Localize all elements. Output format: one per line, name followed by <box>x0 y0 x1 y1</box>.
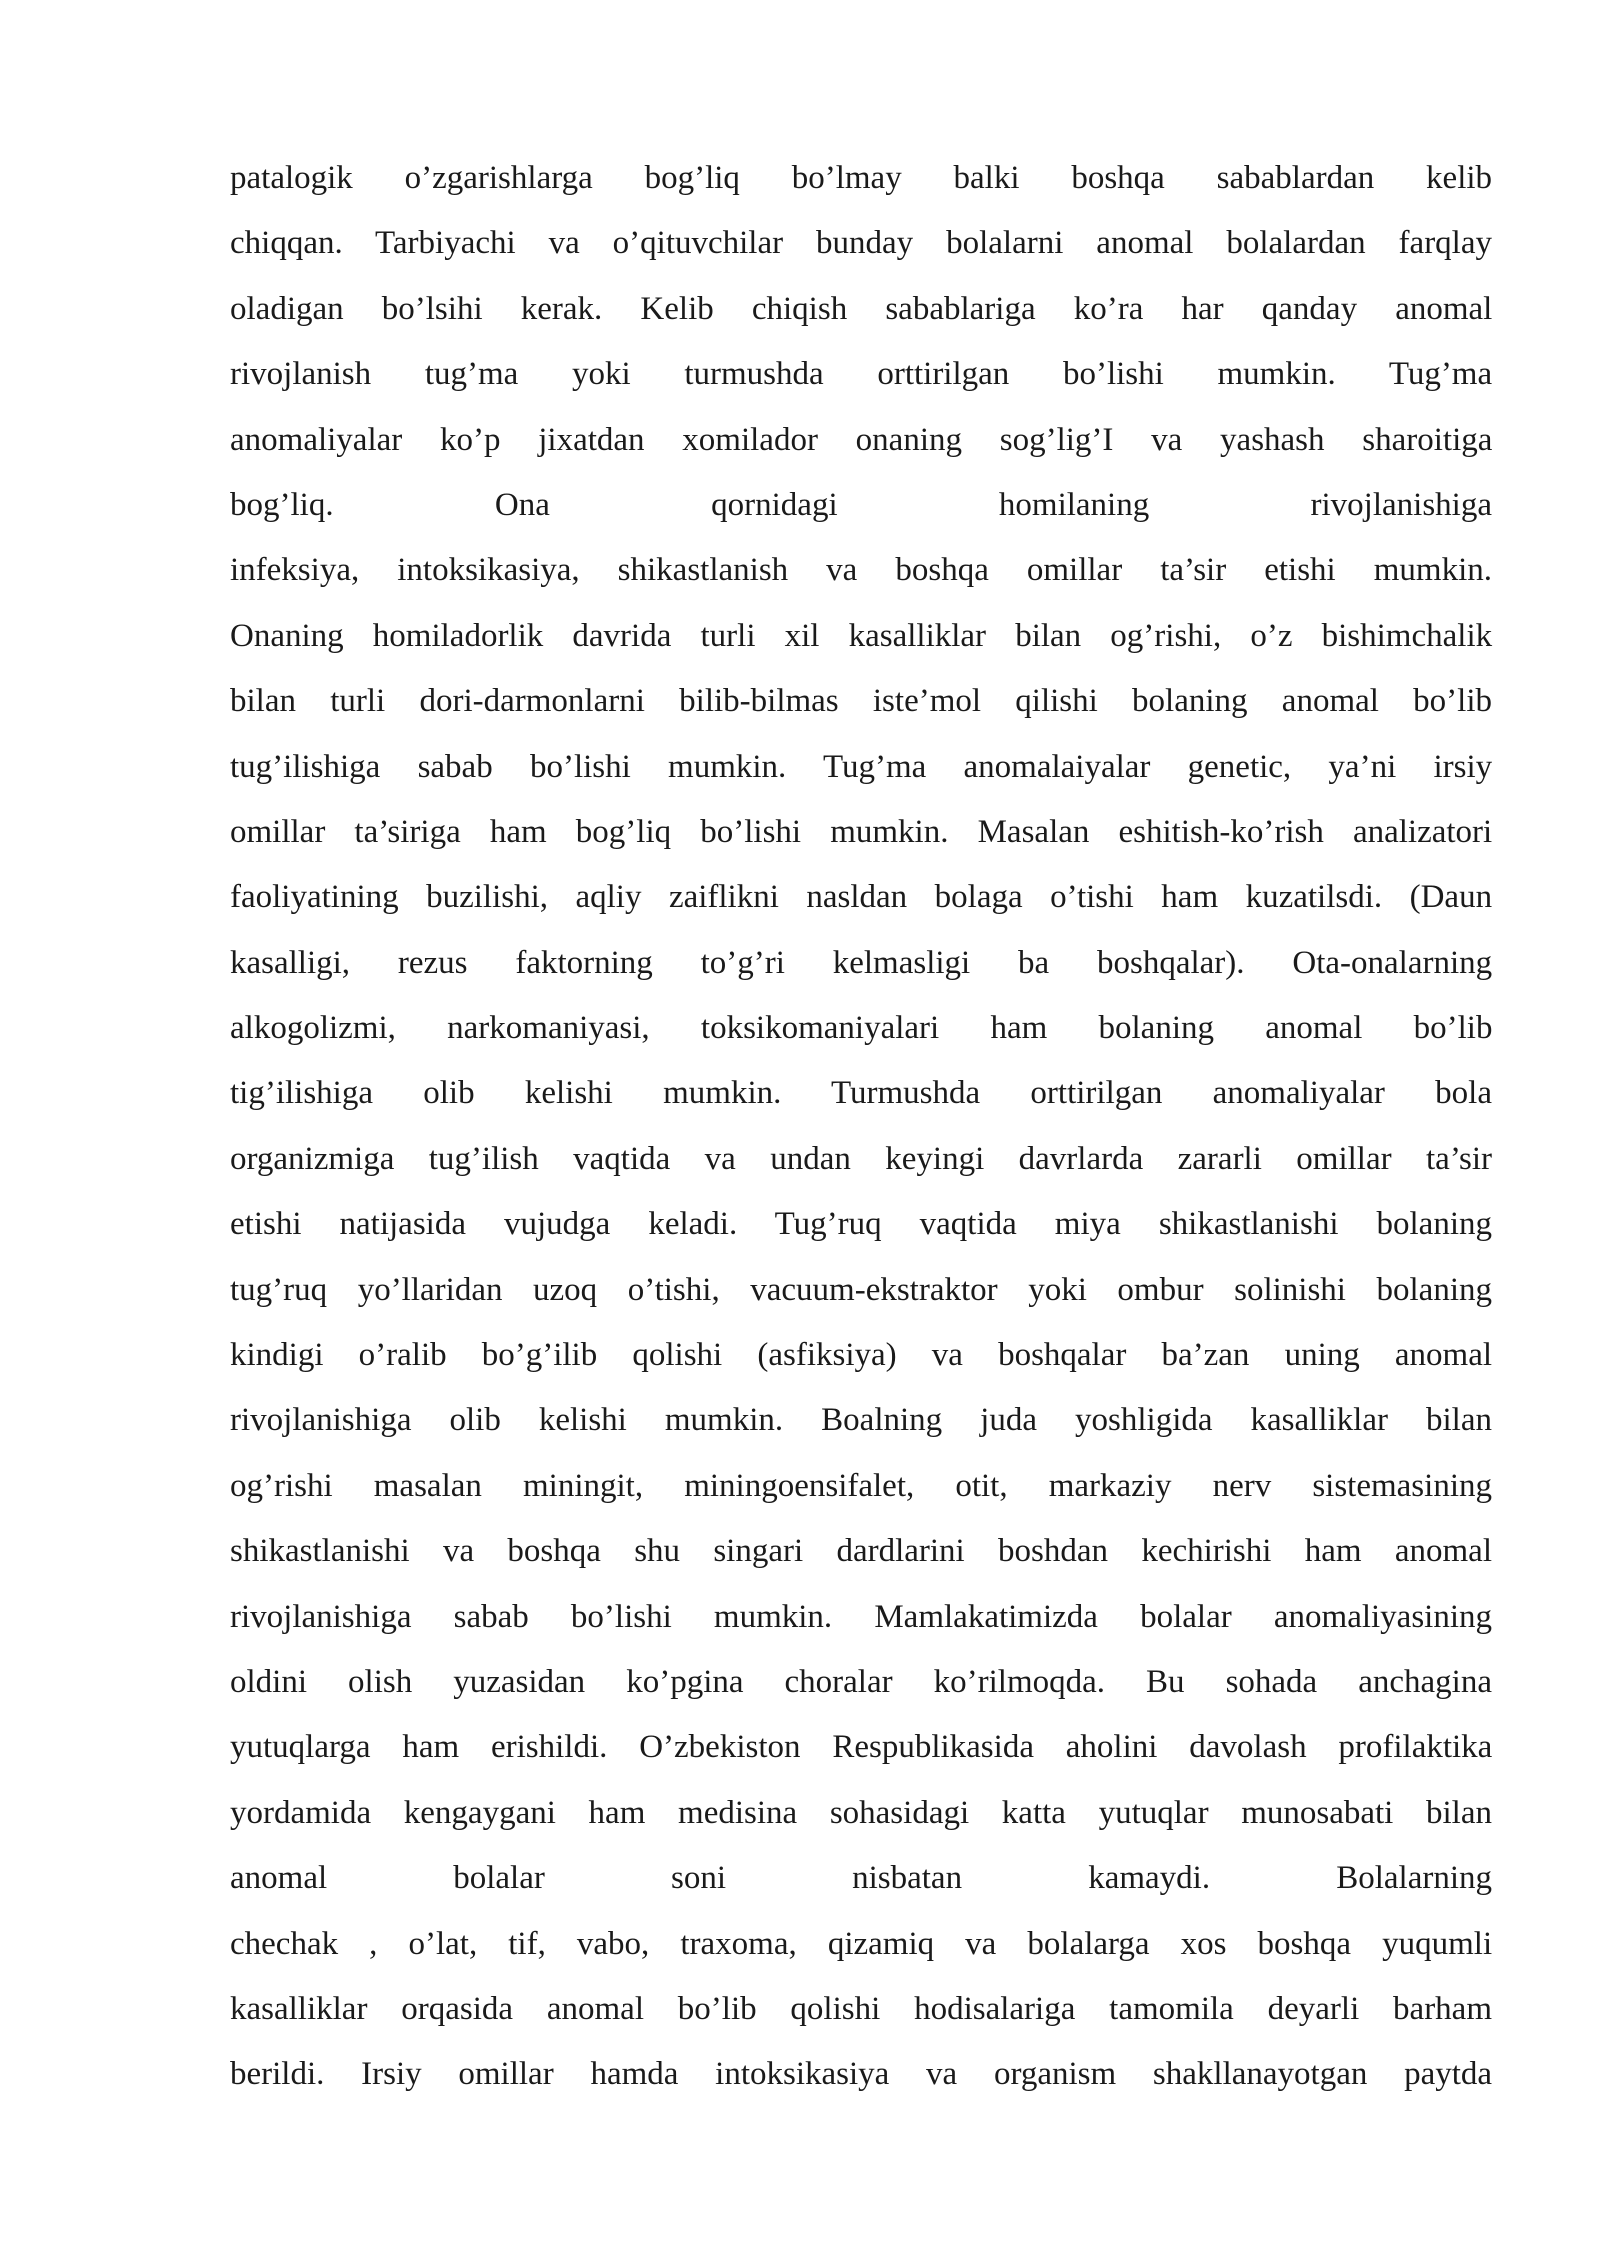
text-line: tug’ilishiga sabab bo’lishi mumkin. Tug’ma anomalaiyalar genetic, ya’ni irsiy <box>230 748 1493 785</box>
text-line: infeksiya, intoksikasiya, shikastlanish va boshqa omillar ta’sir etishi mumkin. <box>230 552 1492 589</box>
text-line: patalogik o’zgarishlarga bog’liq bo’lmay balki boshqa sabablardan kelib <box>230 160 1493 196</box>
text-line: rivojlanishiga olib kelishi mumkin. Boalning juda yoshligida kasalliklar bilan <box>230 1402 1492 1439</box>
body-text <box>230 146 1492 2108</box>
text-line: rivojlanish tug’ma yoki turmushda orttirilgan bo’lishi mumkin. Tug’ma <box>230 356 1493 393</box>
text-line: bilan turli dori-darmonlarni bilib-bilmas iste’mol qilishi bolaning anomal bo’lib <box>230 683 1493 720</box>
text-line: alkogolizmi, narkomaniyasi, toksikomaniyalari ham bolaning anomal bo’lib <box>230 1010 1493 1047</box>
text-line: chechak , o’lat, tif, vabo, traxoma, qizamiq va bolalarga xos boshqa yuqumli <box>230 1925 1493 1962</box>
text-line: faoliyatining buzilishi, aqliy zaiflikni nasldan bolaga o’tishi ham kuzatilsdi. (Daun <box>230 879 1493 916</box>
text-line: chiqqan. Tarbiyachi va o’qituvchilar bunday bolalarni anomal bolalardan farqlay <box>230 225 1492 262</box>
text-line: Onaning homiladorlik davrida turli xil kasalliklar bilan og’rishi, o’z bishimchalik <box>230 617 1493 654</box>
text-line: yordamida kengaygani ham medisina sohasidagi katta yutuqlar munosabati bilan <box>230 1794 1492 1831</box>
text-line: omillar ta’siriga ham bog’liq bo’lishi mumkin. Masalan eshitish-ko’rish analizatori <box>230 813 1493 850</box>
text-line: kasalligi, rezus faktorning to’g’ri kelmasligi ba boshqalar). Ota-onalarning <box>230 944 1493 981</box>
text-line: oladigan bo’lsihi kerak. Kelib chiqish sabablariga ko’ra har qanday anomal <box>230 290 1493 327</box>
text-line: tug’ruq yo’llaridan uzoq o’tishi, vacuum-ekstraktor yoki ombur solinishi bolaning <box>230 1271 1492 1308</box>
text-line: organizmiga tug’ilish vaqtida va undan keyingi davrlarda zararli omillar ta’sir <box>230 1140 1492 1177</box>
text-line: og’rishi masalan miningit, miningoensifalet, otit, markaziy nerv sistemasining <box>230 1467 1492 1504</box>
text-line: berildi. Irsiy omillar hamda intoksikasiya va organism shakllanayotgan paytda <box>230 2056 1493 2093</box>
text-line: kasalliklar orqasida anomal bo’lib qolishi hodisalariga tamomila deyarli barham <box>230 1990 1492 2027</box>
text-line: yutuqlarga ham erishildi. O’zbekiston Respublikasida aholini davolash profilaktika <box>230 1729 1493 1766</box>
text-line: anomaliyalar ko’p jixatdan xomilador onaning sog’lig’I va yashash sharoitiga <box>230 421 1493 458</box>
text-line: tig’ilishiga olib kelishi mumkin. Turmushda orttirilgan anomaliyalar bola <box>230 1075 1492 1112</box>
text-line: bog’liq. Ona qornidagi homilaning rivojlanishiga <box>230 486 1492 523</box>
text-line: oldini olish yuzasidan ko’pgina choralar ko’rilmoqda. Bu sohada anchagina <box>230 1663 1492 1700</box>
text-line: shikastlanishi va boshqa shu singari dardlarini boshdan kechirishi ham anomal <box>230 1533 1492 1570</box>
text-line: anomal bolalar soni nisbatan kamaydi. Bolalarning <box>230 1860 1492 1897</box>
text-line: etishi natijasida vujudga keladi. Tug’ruq vaqtida miya shikastlanishi bolaning <box>230 1206 1492 1243</box>
text-line: kindigi o’ralib bo’g’ilib qolishi (asfiksiya) va boshqalar ba’zan uning anomal <box>230 1337 1493 1374</box>
text-line: rivojlanishiga sabab bo’lishi mumkin. Mamlakatimizda bolalar anomaliyasining <box>230 1598 1492 1635</box>
